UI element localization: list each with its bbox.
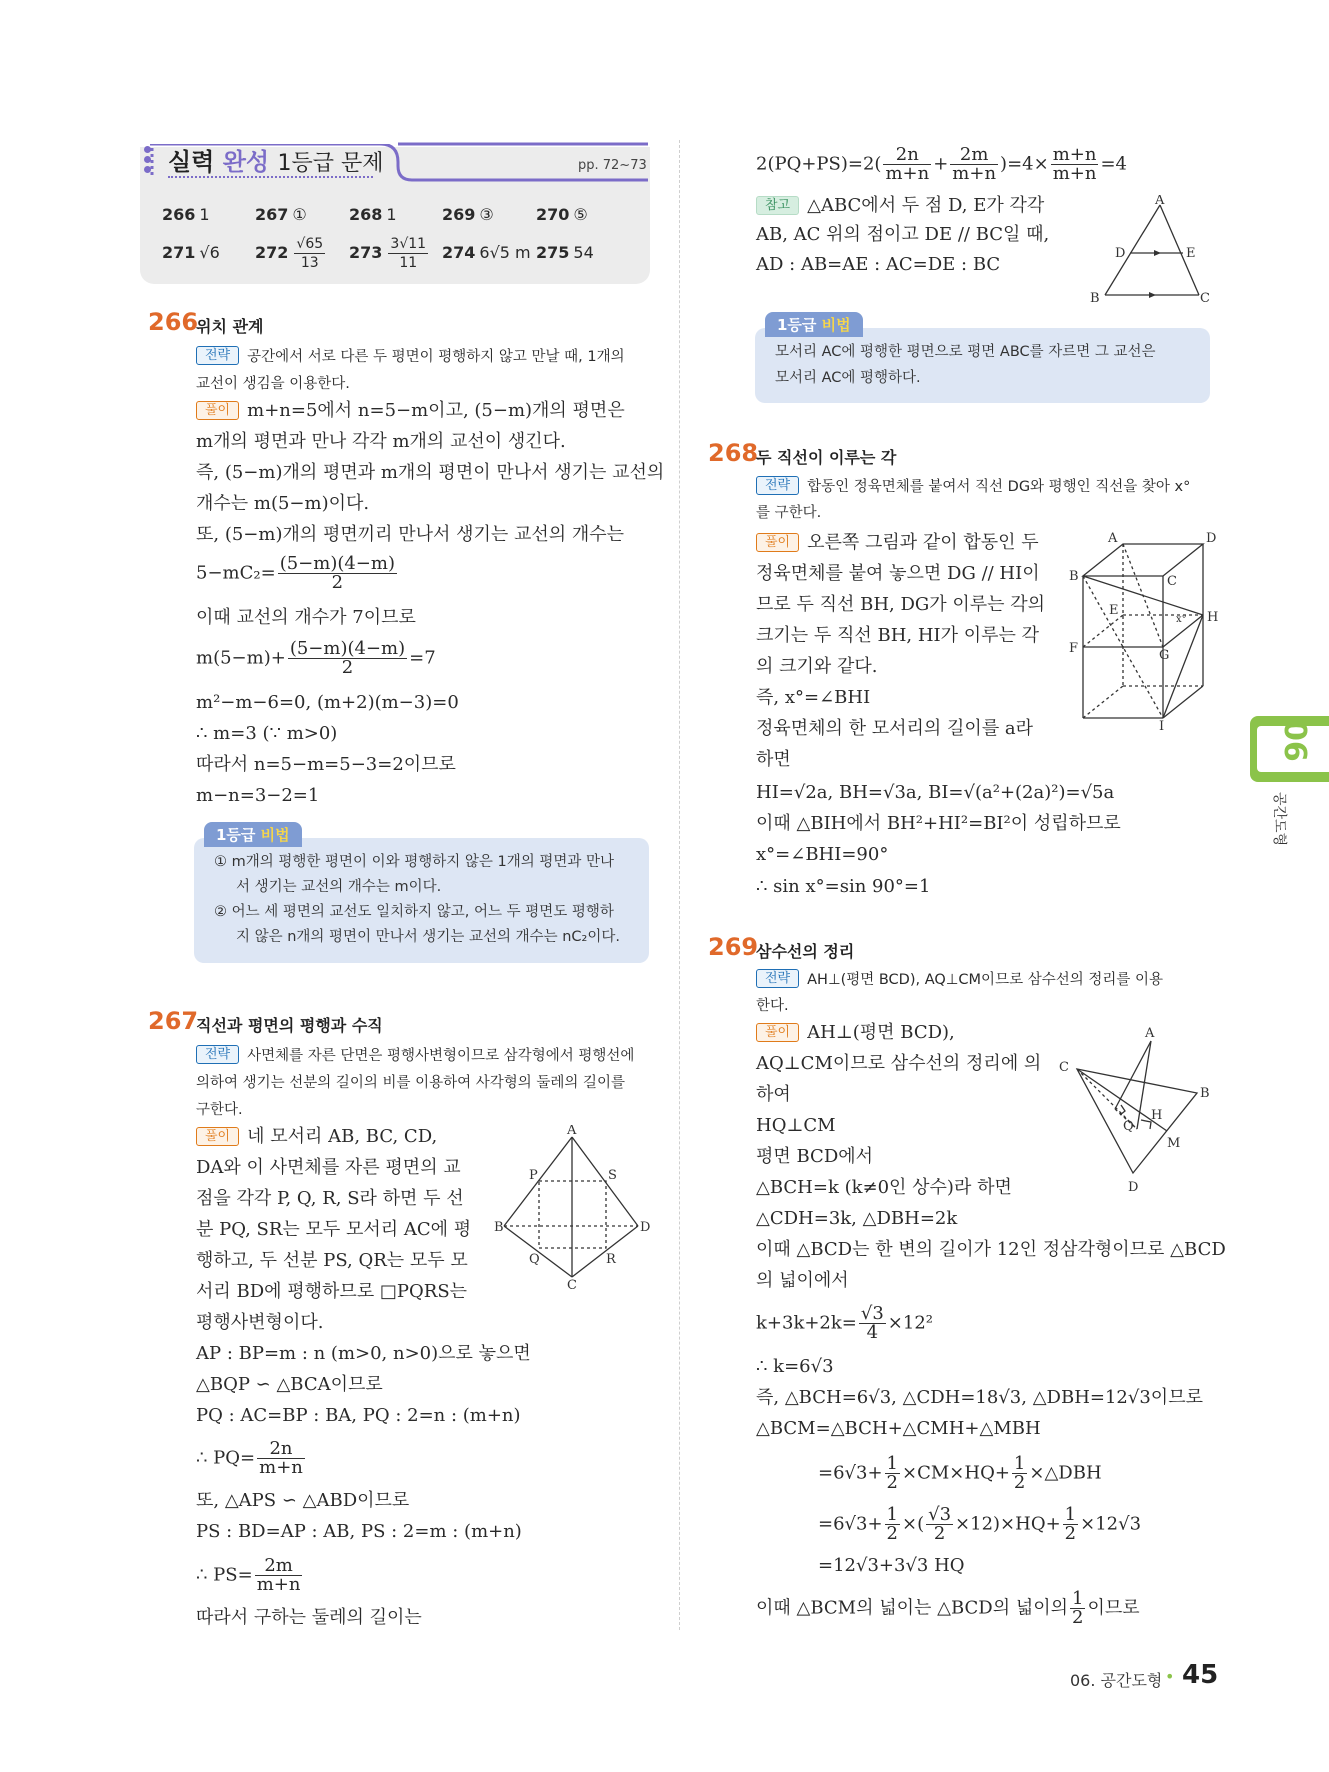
solution-line: 이때 △BCD는 한 변의 길이가 12인 정삼각형이므로 △BCD <box>756 1239 1226 1260</box>
answer-274: 274 6√5 m <box>442 243 531 262</box>
problem-title: 삼수선의 정리 <box>756 942 855 961</box>
solution-line: 분 PQ, SR는 모두 모서리 AC에 평 <box>196 1219 472 1240</box>
solution-tag: 풀이 <box>196 401 239 420</box>
fig269-label-B: B <box>1200 1086 1210 1101</box>
solution-line: 풀이 오른쪽 그림과 같이 합동인 두 <box>756 530 1039 556</box>
strategy-tag: 전략 <box>196 1045 239 1064</box>
strategy-line: 교선이 생김을 이용한다. <box>196 376 350 392</box>
solution-line: △CDH=3k, △DBH=2k <box>756 1208 958 1229</box>
fig269-label-Q: Q <box>1123 1119 1134 1134</box>
problem-title: 위치 관계 <box>196 317 264 336</box>
fig-label-P: P <box>529 1168 538 1183</box>
strategy-tag: 전략 <box>756 476 799 495</box>
strategy-tag: 전략 <box>196 346 239 365</box>
solution-line: 또, △APS ∽ △ABD이므로 <box>196 1490 410 1511</box>
tip-tab: 1등급 비법 <box>204 822 302 847</box>
solution-line: AQ⊥CM이므로 삼수선의 정리에 의 <box>756 1053 1042 1074</box>
solution-line: 서리 BD에 평행하므로 □PQRS는 <box>196 1281 468 1302</box>
tip-line: 지 않은 n개의 평면이 만나서 생기는 교선의 개수는 nC₂이다. <box>236 929 620 945</box>
solution-line: △BQP ∽ △BCA이므로 <box>196 1374 383 1395</box>
solution-line: 이때 △BIH에서 BH²+HI²=BI²이 성립하므로 <box>756 813 1121 834</box>
strategy-line: 전략 공간에서 서로 다른 두 평면이 평행하지 않고 만날 때, 1개의 <box>196 344 625 370</box>
solution-line: ∴ PQ= $\frac{2n}{m+n}$ <box>196 1438 303 1478</box>
solution-line: 정육면체의 한 모서리의 길이를 a라 <box>756 718 1034 739</box>
reference-line: 참고 △ABC에서 두 점 D, E가 각각 <box>756 193 1044 219</box>
double-cube-figure <box>1063 528 1223 733</box>
problem-title: 직선과 평면의 평행과 수직 <box>196 1016 383 1035</box>
reference-line: AD : AB=AE : AC=DE : BC <box>756 254 1001 275</box>
solution-line: 이때 교선의 개수가 7이므로 <box>196 607 416 628</box>
solution-line: 하면 <box>756 749 791 770</box>
solution-line: m−n=3−2=1 <box>196 785 320 806</box>
chapter-number: 06 <box>1277 720 1312 762</box>
page-number: 45 <box>1182 1660 1219 1690</box>
solution-line: m(5−m)+ $\frac{(5-m)(4-m)}{2}$ =7 <box>196 638 436 678</box>
cube-label-H: H <box>1207 610 1219 625</box>
solution-line: 므로 두 직선 BH, DG가 이루는 각의 <box>756 594 1046 615</box>
strategy-line: 한다. <box>756 998 789 1014</box>
fig-label-Q: Q <box>529 1252 540 1267</box>
solution-line: 풀이 m+n=5에서 n=5−m이고, (5−m)개의 평면은 <box>196 398 625 424</box>
title-part3: 1등급 문제 <box>277 151 384 176</box>
solution-line: 즉, (5−m)개의 평면과 m개의 평면이 만나서 생기는 교선의 <box>196 462 665 483</box>
solution-line: 크기는 두 직선 BH, HI가 이루는 각 <box>756 625 1040 646</box>
solution-tag: 풀이 <box>196 1127 239 1146</box>
strategy-line: 전략 합동인 정육면체를 붙여서 직선 DG와 평행인 직선을 찾아 x° <box>756 474 1190 500</box>
fig-label-B: B <box>494 1220 504 1235</box>
footer-chapter: 06. 공간도형 <box>1070 1671 1163 1690</box>
strategy-line: 전략 사면체를 자른 단면은 평행사변형이므로 삼각형에서 평행선에 <box>196 1043 634 1069</box>
fig-label-C: C <box>567 1278 577 1290</box>
answer-269: 269 ③ <box>442 205 494 224</box>
cube-label-G: G <box>1159 648 1170 663</box>
solution-line: 즉, △BCH=6√3, △CDH=18√3, △DBH=12√3이므로 <box>756 1387 1203 1408</box>
problem-number: 267 <box>148 1007 199 1035</box>
fig269-label-H: H <box>1151 1108 1163 1123</box>
problem-title: 두 직선이 이루는 각 <box>756 448 897 467</box>
solution-line: DA와 이 사면체를 자른 평면의 교 <box>196 1157 461 1178</box>
solution-line: m개의 평면과 만나 각각 m개의 교선이 생긴다. <box>196 431 566 452</box>
answer-268: 268 1 <box>349 205 397 224</box>
cube-label-angle: x° <box>1176 614 1187 625</box>
answer-270: 270 ⑤ <box>536 205 588 224</box>
solution-line: 평면 BCD에서 <box>756 1146 874 1167</box>
page-reference: pp. 72~73 <box>578 158 647 173</box>
reference-triangle-figure <box>1085 195 1215 305</box>
tip-line: 서 생기는 교선의 개수는 m이다. <box>236 879 442 895</box>
strategy-line: 전략 AH⊥(평면 BCD), AQ⊥CM이므로 삼수선의 정리를 이용 <box>756 967 1163 993</box>
header-title <box>168 142 383 177</box>
problem-number: 268 <box>708 439 759 467</box>
solution-line: 또, (5−m)개의 평면끼리 만나서 생기는 교선의 개수는 <box>196 524 625 545</box>
fig-label-S: S <box>608 1168 617 1183</box>
cube-label-F: F <box>1069 641 1079 656</box>
header-dots <box>144 146 152 176</box>
solution-line: ∴ PS= $\frac{2m}{m+n}$ <box>196 1555 301 1595</box>
solution-line: k+3k+2k= $\frac{√3}{4}$ ×12² <box>756 1303 933 1343</box>
cube-label-A: A <box>1108 531 1118 546</box>
solution-line: 풀이 AH⊥(평면 BCD), <box>756 1020 955 1046</box>
ref-label-D: D <box>1115 246 1126 261</box>
fig269-label-D: D <box>1128 1180 1139 1195</box>
cube-label-B: B <box>1069 569 1079 584</box>
solution-line: ∴ m=3 (∵ m>0) <box>196 723 338 744</box>
ref-label-E: E <box>1186 246 1196 261</box>
solution-line: 의 넓이에서 <box>756 1270 849 1291</box>
solution-line: 하여 <box>756 1084 791 1105</box>
reference-tag: 참고 <box>756 196 799 215</box>
problem-number: 266 <box>148 308 199 336</box>
cube-label-C: C <box>1167 574 1177 589</box>
solution-line: 의 크기와 같다. <box>756 656 878 677</box>
solution-line: 즉, x°=∠BHI <box>756 687 871 708</box>
footer-dot: • <box>1165 1667 1175 1686</box>
tip-line: 모서리 AC에 평행한 평면으로 평면 ABC를 자르면 그 교선은 <box>775 344 1156 360</box>
cube-label-I: I <box>1159 719 1165 733</box>
solution-line: AP : BP=m : n (m>0, n>0)으로 놓으면 <box>196 1343 531 1364</box>
ref-label-B: B <box>1090 291 1100 305</box>
reference-line: AB, AC 위의 점이고 DE // BC일 때, <box>756 224 1050 245</box>
fig269-label-A: A <box>1145 1026 1155 1041</box>
strategy-line: 구한다. <box>196 1102 243 1118</box>
answer-272: 272 $\frac{√65}{13}$ <box>255 236 324 271</box>
solution-line: 2(PQ+PS)=2( $\frac{2n}{m+n}$ + $\frac{2m}{m+n}$ )=4× $\frac{m+n}{m+n}$ =4 <box>756 144 1127 184</box>
solution-line: 풀이 네 모서리 AB, BC, CD, <box>196 1124 437 1150</box>
fig-label-A: A <box>567 1125 577 1138</box>
strategy-line: 의하여 생기는 선분의 길이의 비를 이용하여 사각형의 둘레의 길이를 <box>196 1075 626 1091</box>
solution-line: 평행사변형이다. <box>196 1312 324 1333</box>
cube-label-E: E <box>1109 603 1119 618</box>
answer-266: 266 1 <box>162 205 210 224</box>
strategy-line: 를 구한다. <box>756 505 822 521</box>
solution-line: =12√3+3√3 HQ <box>818 1555 965 1576</box>
fig269-label-C: C <box>1059 1060 1069 1075</box>
solution-line: 정육면체를 붙여 놓으면 DG // HI이 <box>756 563 1040 584</box>
solution-line: PQ : AC=BP : BA, PQ : 2=n : (m+n) <box>196 1405 521 1426</box>
solution-line: =6√3+ $\frac{1}{2}$ ×( $\frac{√3}{2}$ ×12)×HQ+ $\frac{1}{2}$ ×12√3 <box>818 1504 1142 1544</box>
solution-line: 따라서 n=5−m=5−3=2이므로 <box>196 754 456 775</box>
chapter-side-label: 공간도형 <box>1271 792 1287 847</box>
solution-line: ∴ sin x°=sin 90°=1 <box>756 876 931 897</box>
solution-line: △BCH=k (k≠0인 상수)라 하면 <box>756 1177 1012 1198</box>
solution-line: =6√3+ $\frac{1}{2}$ ×CM×HQ+ $\frac{1}{2}$ ×△DBH <box>818 1453 1102 1493</box>
solution-line: ∴ k=6√3 <box>756 1356 834 1377</box>
tetrahedron-figure <box>492 1125 657 1290</box>
solution-line: 행하고, 두 선분 PS, QR는 모두 모 <box>196 1250 468 1271</box>
solution-line: 5−mC₂= $\frac{(5-m)(4-m)}{2}$ <box>196 553 395 593</box>
ref-label-C: C <box>1200 291 1210 305</box>
cube-label-D: D <box>1206 531 1217 546</box>
tip-line: ② 어느 세 평면의 교선도 일치하지 않고, 어느 두 평면도 평행하 <box>214 904 614 920</box>
solution-line: x°=∠BHI=90° <box>756 844 889 865</box>
solution-line: 개수는 m(5−m)이다. <box>196 493 370 514</box>
three-perpendiculars-figure <box>1055 1025 1215 1200</box>
solution-tag: 풀이 <box>756 1023 799 1042</box>
solution-line: 따라서 구하는 둘레의 길이는 <box>196 1607 422 1628</box>
strategy-tag: 전략 <box>756 969 799 988</box>
ref-label-A: A <box>1155 195 1165 208</box>
fig-label-R: R <box>606 1252 616 1267</box>
solution-line: △BCM=△BCH+△CMH+△MBH <box>756 1418 1041 1439</box>
tip-line: ① m개의 평행한 평면이 이와 평행하지 않은 1개의 평면과 만나 <box>214 854 614 870</box>
answer-275: 275 54 <box>536 243 594 262</box>
header-underline <box>168 176 373 178</box>
solution-line: m²−m−6=0, (m+2)(m−3)=0 <box>196 692 459 713</box>
answer-273: 273 $\frac{3√11}{11}$ <box>349 236 427 271</box>
solution-line: PS : BD=AP : AB, PS : 2=m : (m+n) <box>196 1521 522 1542</box>
column-divider <box>679 140 680 1630</box>
solution-line: 점을 각각 P, Q, R, S라 하면 두 선 <box>196 1188 464 1209</box>
solution-line: 이때 △BCM의 넓이는 △BCD의 넓이의 $\frac{1}{2}$ 이므로 <box>756 1588 1140 1628</box>
solution-tag: 풀이 <box>756 533 799 552</box>
fig-label-D: D <box>640 1220 651 1235</box>
tip-line: 모서리 AC에 평행하다. <box>775 370 921 386</box>
problem-number: 269 <box>708 933 759 961</box>
solution-line: HQ⊥CM <box>756 1115 836 1136</box>
solution-line: HI=√2a, BH=√3a, BI=√(a²+(2a)²)=√5a <box>756 782 1115 803</box>
tip-tab: 1등급 비법 <box>765 312 863 337</box>
answer-267: 267 ① <box>255 205 307 224</box>
fig269-label-M: M <box>1167 1136 1181 1151</box>
title-part1: 실력 <box>168 148 215 176</box>
answer-271: 271 √6 <box>162 243 220 262</box>
title-part2: 완성 <box>222 148 270 176</box>
